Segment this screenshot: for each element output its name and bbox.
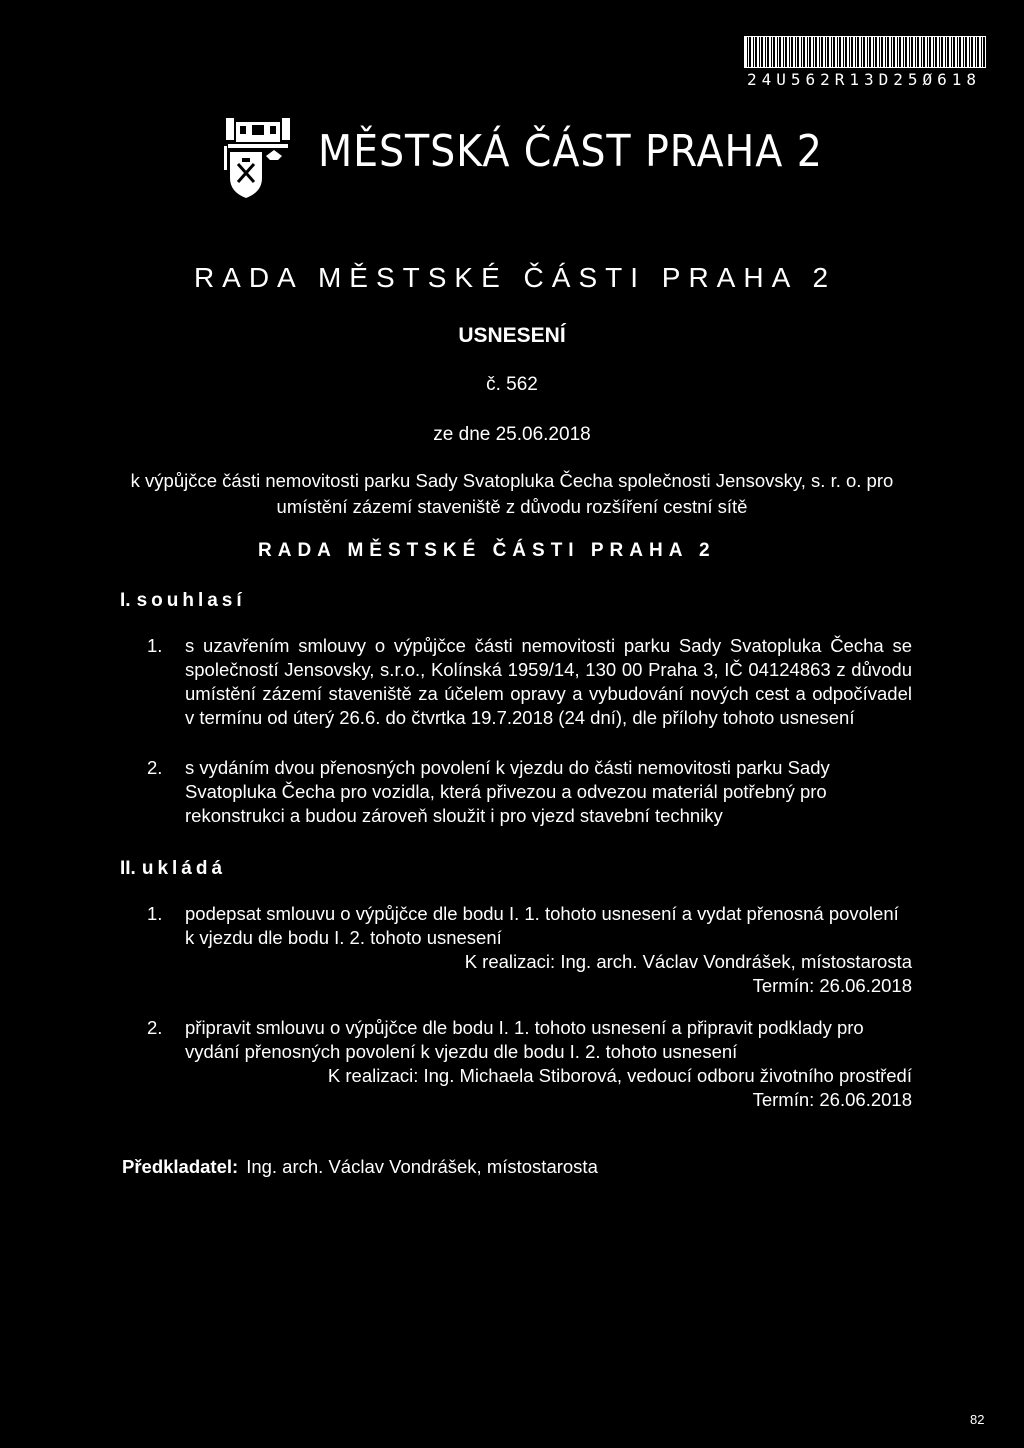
responsible-person: K realizaci: Ing. arch. Václav Vondrášek, místostarosta	[464, 951, 912, 972]
city-crest-icon	[222, 116, 294, 200]
list-item-number: 2.	[147, 757, 163, 778]
list-item-text: podepsat smlouvu o výpůjčce dle bodu I. 1. tohoto usnesení a vydat přenosná povolení k vjezdu dle bodu I. 2. tohoto usnesení	[185, 903, 899, 948]
list-item-text: s uzavřením smlouvy o výpůjčce části nemovitosti parku Sady Svatopluka Čecha se společností Jensovsky, s.r.o., Kolínská 1959/14, 130 00 Praha 3, IČ 04124863 z důvodu umístění zázemí staveniště za účelem opravy a vybudování nových cest a odpočívadel v termínu od úterý 26.6. do čtvrtka 19.7.2018 (24 dní), dle přílohy tohoto usnesení	[185, 635, 912, 728]
deadline: Termín: 26.06.2018	[752, 1089, 912, 1110]
list-item-number: 1.	[147, 635, 163, 656]
responsible-person: K realizaci: Ing. Michaela Stiborová, vedoucí odboru životního prostředí	[327, 1065, 912, 1086]
council-subheading: RADA MĚSTSKÉ ČÁSTI PRAHA 2	[258, 540, 716, 561]
resolution-date: ze dne 25.06.2018	[433, 424, 591, 445]
list-item-text: s vydáním dvou přenosných povolení k vjezdu do části nemovitosti parku Sady Svatopluka Čecha pro vozidla, která přivezou a odvezou materiál potřebný pro rekonstrukci a budou zároveň sloužit i pro vjezd stavební techniky	[185, 757, 830, 826]
page-number: 82	[970, 1412, 985, 1427]
section-roman: II.	[120, 858, 136, 879]
deadline: Termín: 26.06.2018	[752, 975, 912, 996]
list-item-number: 1.	[147, 903, 163, 924]
council-title: RADA MĚSTSKÉ ČÁSTI PRAHA 2	[193, 262, 837, 293]
proposer	[122, 1156, 598, 1178]
header-title: MĚSTSKÁ ČÁST PRAHA 2	[318, 126, 823, 177]
section-verb: ukládá	[141, 858, 227, 879]
barcode-number: 24U562R13D25Ø618	[746, 70, 982, 89]
section-verb: souhlasí	[136, 590, 246, 611]
section-heading-assigns	[120, 858, 226, 880]
list-item-number: 2.	[147, 1017, 163, 1038]
resolution-label: USNESENÍ	[458, 324, 566, 347]
proposer-label: Předkladatel:	[122, 1156, 239, 1177]
barcode	[744, 36, 986, 68]
resolution-number: č. 562	[486, 374, 538, 395]
section-heading-agrees	[120, 590, 246, 612]
list-item-text: připravit smlouvu o výpůjčce dle bodu I. 1. tohoto usnesení a připravit podklady pro vydání přenosných povolení k vjezdu dle bodu I. 2. tohoto usnesení	[185, 1017, 864, 1062]
section-roman: I.	[120, 590, 131, 611]
proposer-name: Ing. arch. Václav Vondrášek, místostarosta	[246, 1156, 598, 1177]
resolution-subject: k výpůjčce části nemovitosti parku Sady Svatopluka Čecha společnosti Jensovsky, s. r. o. pro umístění zázemí staveniště z důvodu rozšíření cestní sítě	[130, 470, 894, 517]
